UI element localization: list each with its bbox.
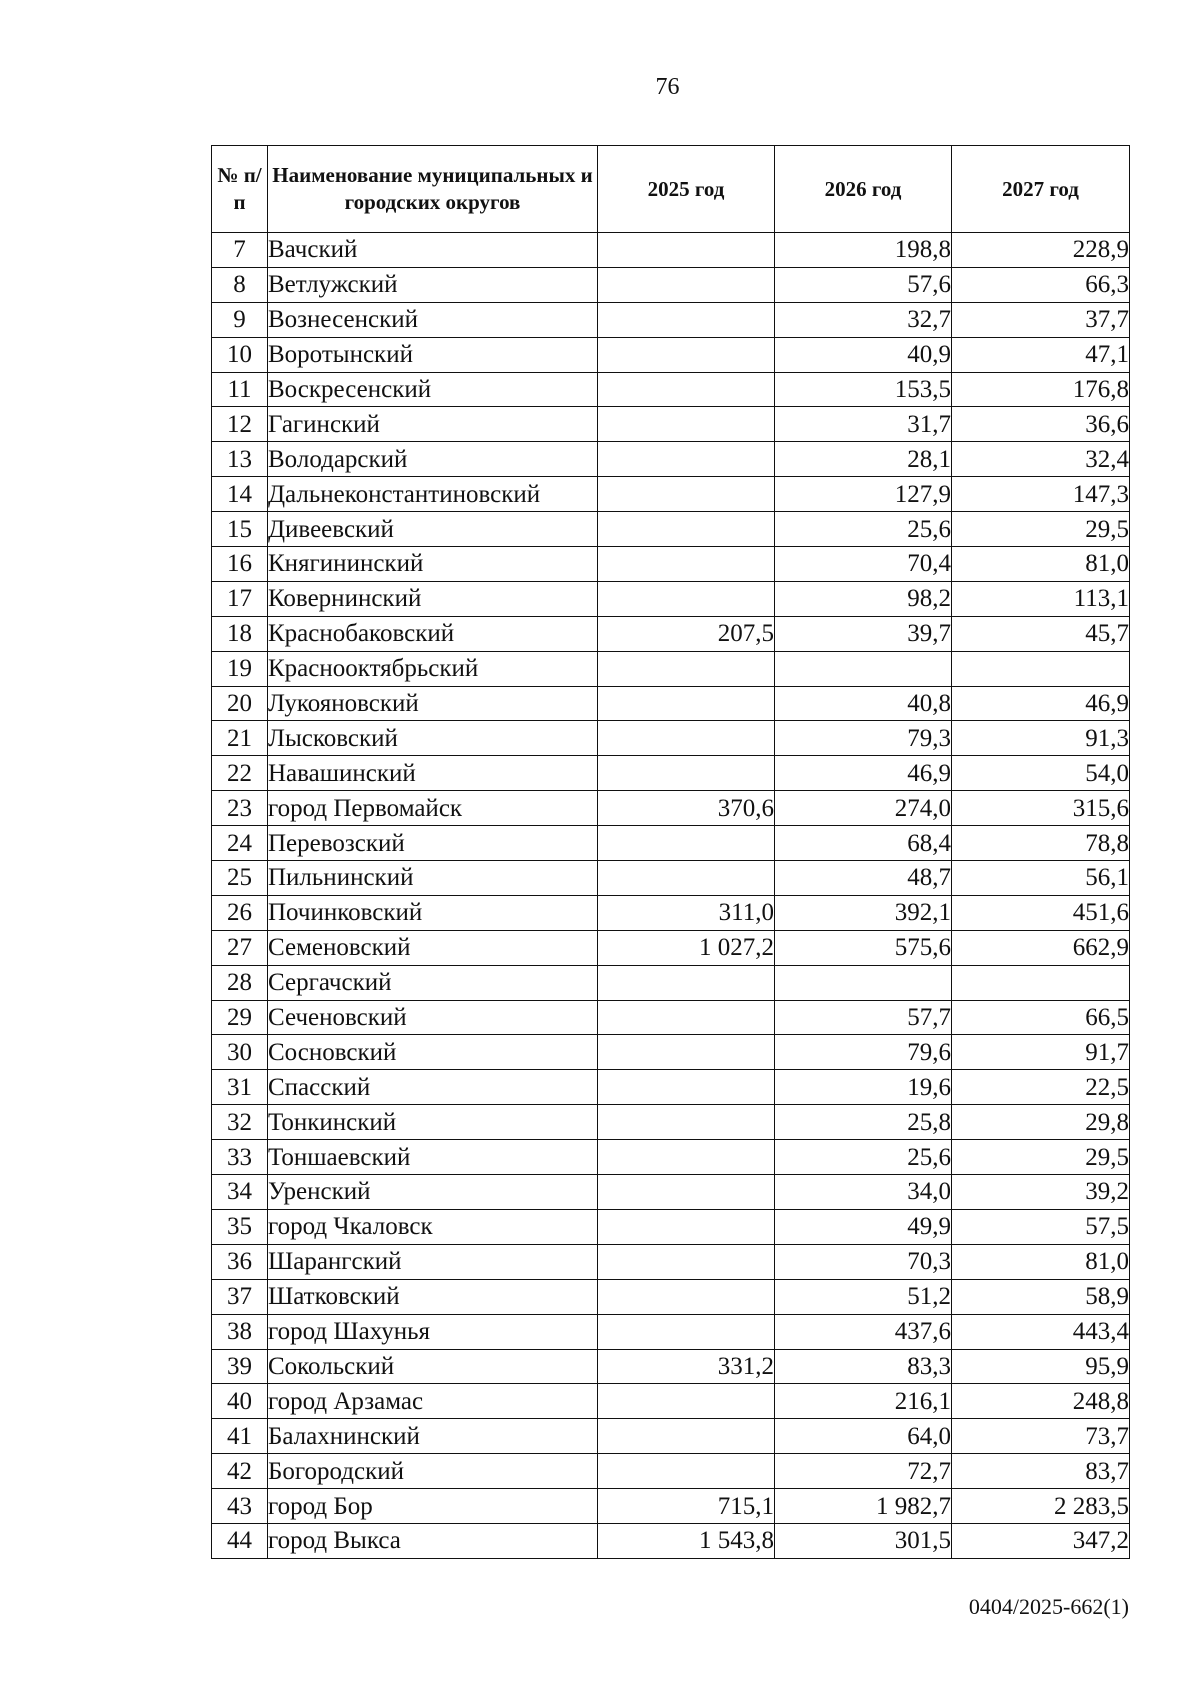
table-row: [212, 1523, 1130, 1558]
value-2027: 73,7: [952, 1419, 1130, 1454]
value-2025: [598, 1070, 775, 1105]
value-2025: [598, 477, 775, 512]
value-2026: 79,3: [775, 721, 952, 756]
value-2026: 46,9: [775, 756, 952, 791]
table-row: [212, 1070, 1130, 1105]
value-2026: 274,0: [775, 791, 952, 826]
value-2026: 98,2: [775, 581, 952, 616]
value-2026: 127,9: [775, 477, 952, 512]
row-number: 8: [212, 267, 268, 302]
value-2025: [598, 1384, 775, 1419]
value-2026: 40,8: [775, 686, 952, 721]
value-2025: 715,1: [598, 1489, 775, 1524]
value-2025: 370,6: [598, 791, 775, 826]
row-number: 9: [212, 302, 268, 337]
municipality-name: Вознесенский: [268, 302, 598, 337]
value-2025: [598, 1244, 775, 1279]
row-number: 16: [212, 547, 268, 582]
municipality-name: Спасский: [268, 1070, 598, 1105]
table-row: [212, 651, 1130, 686]
value-2026: 70,4: [775, 547, 952, 582]
value-2025: [598, 512, 775, 547]
table-header-row: [212, 146, 1130, 233]
table-row: [212, 826, 1130, 861]
value-2025: [598, 861, 775, 896]
row-number: 35: [212, 1209, 268, 1244]
value-2027: 315,6: [952, 791, 1130, 826]
row-number: 40: [212, 1384, 268, 1419]
row-number: 31: [212, 1070, 268, 1105]
municipality-name: Шарангский: [268, 1244, 598, 1279]
table-row: [212, 616, 1130, 651]
value-2027: 57,5: [952, 1209, 1130, 1244]
row-number: 28: [212, 965, 268, 1000]
row-number: 19: [212, 651, 268, 686]
row-number: 34: [212, 1175, 268, 1210]
row-number: 22: [212, 756, 268, 791]
value-2026: 79,6: [775, 1035, 952, 1070]
table-row: [212, 1000, 1130, 1035]
value-2027: 176,8: [952, 372, 1130, 407]
row-number: 12: [212, 407, 268, 442]
row-number: 11: [212, 372, 268, 407]
value-2027: 22,5: [952, 1070, 1130, 1105]
value-2026: 25,8: [775, 1105, 952, 1140]
table-row: [212, 1244, 1130, 1279]
municipality-name: город Выкса: [268, 1523, 598, 1558]
value-2026: 49,9: [775, 1209, 952, 1244]
row-number: 15: [212, 512, 268, 547]
value-2026: 216,1: [775, 1384, 952, 1419]
table-row: [212, 1209, 1130, 1244]
value-2027: 228,9: [952, 233, 1130, 268]
value-2027: [952, 651, 1130, 686]
table-row: [212, 442, 1130, 477]
value-2027: 113,1: [952, 581, 1130, 616]
value-2026: 57,7: [775, 1000, 952, 1035]
value-2027: 45,7: [952, 616, 1130, 651]
value-2026: 64,0: [775, 1419, 952, 1454]
municipality-name: Княгининский: [268, 547, 598, 582]
table-row: [212, 791, 1130, 826]
value-2026: 51,2: [775, 1279, 952, 1314]
value-2027: 54,0: [952, 756, 1130, 791]
value-2027: 47,1: [952, 337, 1130, 372]
row-number: 17: [212, 581, 268, 616]
municipality-name: Тоншаевский: [268, 1140, 598, 1175]
value-2027: 443,4: [952, 1314, 1130, 1349]
value-2025: [598, 1419, 775, 1454]
value-2026: 57,6: [775, 267, 952, 302]
row-number: 13: [212, 442, 268, 477]
value-2027: 147,3: [952, 477, 1130, 512]
allocation-table: [211, 145, 1130, 1559]
table-row: [212, 1279, 1130, 1314]
value-2026: 31,7: [775, 407, 952, 442]
value-2025: [598, 337, 775, 372]
municipality-name: Воскресенский: [268, 372, 598, 407]
municipality-name: Дальнеконстантиновский: [268, 477, 598, 512]
municipality-name: Володарский: [268, 442, 598, 477]
table-row: [212, 1419, 1130, 1454]
value-2026: 68,4: [775, 826, 952, 861]
header-municipality: Наименование муниципальных и городских округов: [268, 146, 598, 233]
municipality-name: город Шахунья: [268, 1314, 598, 1349]
value-2025: [598, 1035, 775, 1070]
table-row: [212, 512, 1130, 547]
value-2027: 91,3: [952, 721, 1130, 756]
municipality-name: Ветлужский: [268, 267, 598, 302]
row-number: 21: [212, 721, 268, 756]
value-2027: 66,5: [952, 1000, 1130, 1035]
value-2027: 58,9: [952, 1279, 1130, 1314]
municipality-name: Пильнинский: [268, 861, 598, 896]
value-2027: 29,5: [952, 512, 1130, 547]
table-row: [212, 581, 1130, 616]
value-2027: 83,7: [952, 1454, 1130, 1489]
value-2025: 1 543,8: [598, 1523, 775, 1558]
table-row: [212, 1314, 1130, 1349]
table-row: [212, 1454, 1130, 1489]
municipality-name: Уренский: [268, 1175, 598, 1210]
row-number: 38: [212, 1314, 268, 1349]
value-2026: 32,7: [775, 302, 952, 337]
value-2026: 301,5: [775, 1523, 952, 1558]
table-row: [212, 1035, 1130, 1070]
row-number: 30: [212, 1035, 268, 1070]
table-row: [212, 337, 1130, 372]
municipality-name: Гагинский: [268, 407, 598, 442]
row-number: 44: [212, 1523, 268, 1558]
value-2027: 662,9: [952, 930, 1130, 965]
value-2025: [598, 442, 775, 477]
table-row: [212, 965, 1130, 1000]
row-number: 26: [212, 895, 268, 930]
table-row: [212, 1140, 1130, 1175]
municipality-name: Краснобаковский: [268, 616, 598, 651]
value-2026: 198,8: [775, 233, 952, 268]
value-2025: [598, 651, 775, 686]
row-number: 23: [212, 791, 268, 826]
value-2026: 392,1: [775, 895, 952, 930]
value-2026: 70,3: [775, 1244, 952, 1279]
value-2025: [598, 965, 775, 1000]
value-2026: 575,6: [775, 930, 952, 965]
value-2027: 36,6: [952, 407, 1130, 442]
value-2025: [598, 1314, 775, 1349]
table-row: [212, 721, 1130, 756]
municipality-name: Семеновский: [268, 930, 598, 965]
row-number: 27: [212, 930, 268, 965]
value-2025: [598, 1454, 775, 1489]
row-number: 20: [212, 686, 268, 721]
table-row: [212, 477, 1130, 512]
value-2025: [598, 686, 775, 721]
value-2026: 1 982,7: [775, 1489, 952, 1524]
value-2025: 1 027,2: [598, 930, 775, 965]
value-2025: [598, 267, 775, 302]
municipality-name: Шатковский: [268, 1279, 598, 1314]
value-2025: [598, 1175, 775, 1210]
municipality-name: Навашинский: [268, 756, 598, 791]
municipality-name: Тонкинский: [268, 1105, 598, 1140]
value-2025: [598, 721, 775, 756]
value-2027: 29,5: [952, 1140, 1130, 1175]
row-number: 43: [212, 1489, 268, 1524]
value-2027: 81,0: [952, 547, 1130, 582]
header-2026: 2026 год: [775, 146, 952, 233]
value-2025: [598, 302, 775, 337]
value-2026: 153,5: [775, 372, 952, 407]
value-2026: 40,9: [775, 337, 952, 372]
row-number: 37: [212, 1279, 268, 1314]
row-number: 42: [212, 1454, 268, 1489]
municipality-name: город Арзамас: [268, 1384, 598, 1419]
table-row: [212, 686, 1130, 721]
page-number: 76: [655, 74, 680, 100]
table-row: [212, 1105, 1130, 1140]
table-row: [212, 1349, 1130, 1384]
value-2027: [952, 965, 1130, 1000]
row-number: 18: [212, 616, 268, 651]
row-number: 39: [212, 1349, 268, 1384]
municipality-name: город Первомайск: [268, 791, 598, 826]
table-row: [212, 1175, 1130, 1210]
value-2026: 39,7: [775, 616, 952, 651]
value-2026: 34,0: [775, 1175, 952, 1210]
value-2025: [598, 756, 775, 791]
value-2027: 95,9: [952, 1349, 1130, 1384]
municipality-name: Воротынский: [268, 337, 598, 372]
value-2025: [598, 1279, 775, 1314]
municipality-name: Сосновский: [268, 1035, 598, 1070]
value-2025: [598, 1000, 775, 1035]
value-2025: [598, 372, 775, 407]
row-number: 41: [212, 1419, 268, 1454]
table-row: [212, 233, 1130, 268]
table-row: [212, 930, 1130, 965]
value-2027: 32,4: [952, 442, 1130, 477]
table-row: [212, 756, 1130, 791]
row-number: 36: [212, 1244, 268, 1279]
value-2025: [598, 826, 775, 861]
value-2027: 248,8: [952, 1384, 1130, 1419]
municipality-name: Сеченовский: [268, 1000, 598, 1035]
value-2027: 29,8: [952, 1105, 1130, 1140]
table-row: [212, 267, 1130, 302]
value-2027: 2 283,5: [952, 1489, 1130, 1524]
value-2027: 66,3: [952, 267, 1130, 302]
table-row: [212, 372, 1130, 407]
row-number: 25: [212, 861, 268, 896]
municipality-name: Ковернинский: [268, 581, 598, 616]
value-2027: 37,7: [952, 302, 1130, 337]
municipality-name: Лукояновский: [268, 686, 598, 721]
header-2025: 2025 год: [598, 146, 775, 233]
table-body: [212, 233, 1130, 1559]
row-number: 10: [212, 337, 268, 372]
value-2026: 48,7: [775, 861, 952, 896]
table-row: [212, 547, 1130, 582]
value-2027: 451,6: [952, 895, 1130, 930]
value-2025: 311,0: [598, 895, 775, 930]
value-2027: 78,8: [952, 826, 1130, 861]
value-2027: 81,0: [952, 1244, 1130, 1279]
row-number: 29: [212, 1000, 268, 1035]
value-2026: [775, 651, 952, 686]
table-row: [212, 407, 1130, 442]
row-number: 24: [212, 826, 268, 861]
municipality-name: Дивеевский: [268, 512, 598, 547]
header-number: № п/п: [212, 146, 268, 233]
value-2026: 25,6: [775, 1140, 952, 1175]
row-number: 7: [212, 233, 268, 268]
value-2025: 331,2: [598, 1349, 775, 1384]
municipality-name: Вачский: [268, 233, 598, 268]
municipality-name: Лысковский: [268, 721, 598, 756]
value-2026: 437,6: [775, 1314, 952, 1349]
municipality-name: Сокольский: [268, 1349, 598, 1384]
value-2027: 39,2: [952, 1175, 1130, 1210]
municipality-name: Краснооктябрьский: [268, 651, 598, 686]
value-2025: [598, 233, 775, 268]
value-2025: [598, 581, 775, 616]
value-2026: 28,1: [775, 442, 952, 477]
table-row: [212, 895, 1130, 930]
municipality-name: Богородский: [268, 1454, 598, 1489]
value-2027: 347,2: [952, 1523, 1130, 1558]
row-number: 14: [212, 477, 268, 512]
value-2025: [598, 407, 775, 442]
value-2025: [598, 1105, 775, 1140]
value-2025: [598, 1209, 775, 1244]
municipality-name: город Чкаловск: [268, 1209, 598, 1244]
value-2026: 83,3: [775, 1349, 952, 1384]
municipality-name: город Бор: [268, 1489, 598, 1524]
value-2026: [775, 965, 952, 1000]
value-2026: 19,6: [775, 1070, 952, 1105]
table-row: [212, 302, 1130, 337]
value-2027: 56,1: [952, 861, 1130, 896]
value-2027: 91,7: [952, 1035, 1130, 1070]
value-2026: 72,7: [775, 1454, 952, 1489]
value-2025: 207,5: [598, 616, 775, 651]
value-2025: [598, 1140, 775, 1175]
municipality-name: Балахнинский: [268, 1419, 598, 1454]
municipality-name: Сергачский: [268, 965, 598, 1000]
header-2027: 2027 год: [952, 146, 1130, 233]
document-code: 0404/2025-662(1): [968, 1594, 1129, 1619]
table-row: [212, 1489, 1130, 1524]
municipality-name: Перевозский: [268, 826, 598, 861]
municipality-name: Починковский: [268, 895, 598, 930]
table-row: [212, 861, 1130, 896]
value-2025: [598, 547, 775, 582]
value-2027: 46,9: [952, 686, 1130, 721]
row-number: 33: [212, 1140, 268, 1175]
value-2026: 25,6: [775, 512, 952, 547]
row-number: 32: [212, 1105, 268, 1140]
table-row: [212, 1384, 1130, 1419]
